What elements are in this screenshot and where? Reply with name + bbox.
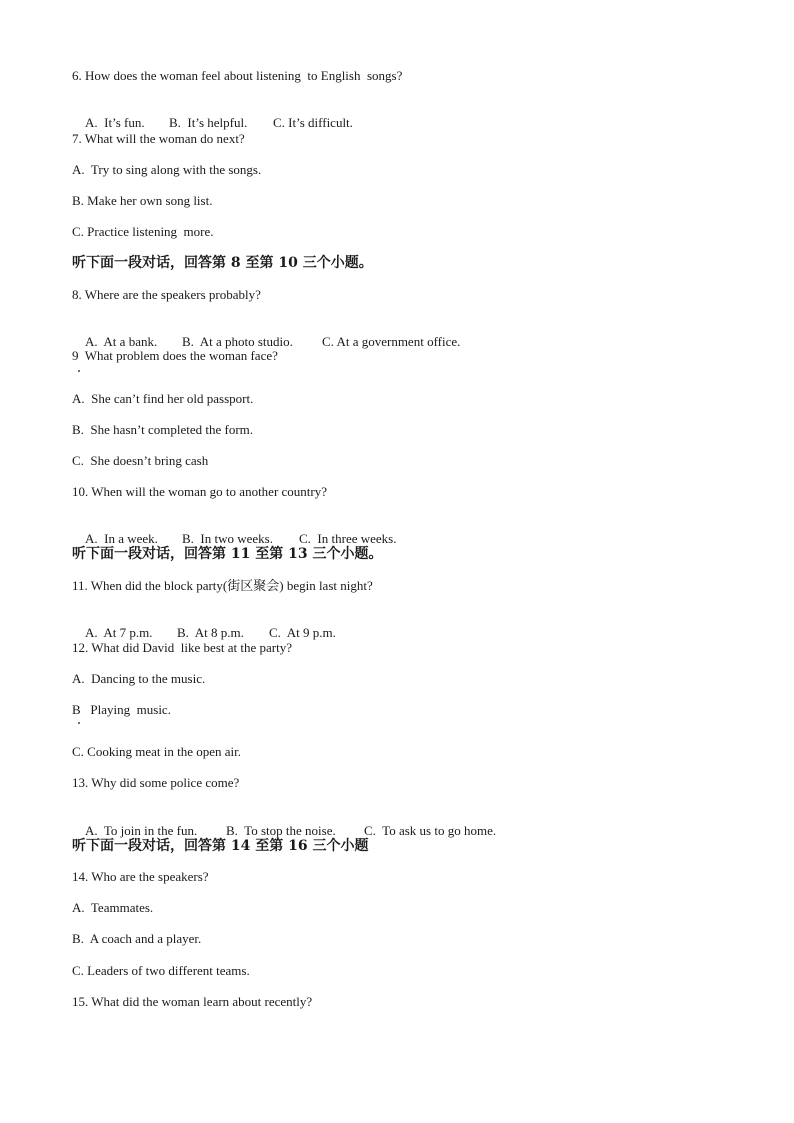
q6-option-c: C. It’s difficult. bbox=[273, 115, 353, 130]
q6-option-b: B. It’s helpful. bbox=[169, 115, 248, 130]
q14-stem: 14. Who are the speakers? bbox=[72, 869, 209, 884]
q10-option-c: C. In three weeks. bbox=[299, 531, 397, 546]
q14-option-a: A. Teammates. bbox=[72, 900, 154, 915]
stray-dot bbox=[78, 722, 80, 724]
q7-option-a: A. Try to sing along with the songs. bbox=[72, 162, 262, 177]
q12-option-a: A. Dancing to the music. bbox=[72, 671, 206, 686]
section-heading-2: 听下面一段对话，回答第 11 至第 13 三个小题。 bbox=[72, 546, 383, 562]
q12-option-c: C. Cooking meat in the open air. bbox=[72, 744, 241, 759]
q6-option-a: A. It’s fun. bbox=[85, 115, 145, 130]
q8-stem: 8. Where are the speakers probably? bbox=[72, 287, 261, 302]
q11-stem: 11. When did the block party(街区聚会) begin last night? bbox=[72, 578, 373, 593]
q13-stem: 13. Why did some police come? bbox=[72, 775, 240, 790]
q13-option-a: A. To join in the fun. bbox=[85, 823, 198, 838]
q6-stem: 6. How does the woman feel about listening to English songs? bbox=[72, 68, 403, 83]
q13-option-b: B. To stop the noise. bbox=[226, 823, 336, 838]
q12-stem: 12. What did David like best at the party? bbox=[72, 640, 292, 655]
q14-option-c: C. Leaders of two different teams. bbox=[72, 963, 250, 978]
q13-option-c: C. To ask us to go home. bbox=[364, 823, 497, 838]
section-heading-3: 听下面一段对话，回答第 14 至第 16 三个小题 bbox=[72, 838, 369, 854]
q15-stem: 15. What did the woman learn about recently? bbox=[72, 994, 313, 1009]
q9-stem: 9 What problem does the woman face? bbox=[72, 348, 278, 363]
q11-option-c: C. At 9 p.m. bbox=[269, 625, 336, 640]
section-heading-1: 听下面一段对话，回答第 8 至第 10 三个小题。 bbox=[72, 255, 373, 271]
q10-option-b: B. In two weeks. bbox=[182, 531, 273, 546]
q9-option-a: A. She can’t find her old passport. bbox=[72, 391, 254, 406]
q10-option-a: A. In a week. bbox=[85, 531, 158, 546]
q11-option-b: B. At 8 p.m. bbox=[177, 625, 244, 640]
q7-option-c: C. Practice listening more. bbox=[72, 224, 214, 239]
q10-stem: 10. When will the woman go to another country? bbox=[72, 484, 328, 499]
q7-option-b: B. Make her own song list. bbox=[72, 193, 213, 208]
q8-option-c: C. At a government office. bbox=[322, 334, 461, 349]
q11-option-a: A. At 7 p.m. bbox=[85, 625, 153, 640]
q8-option-a: A. At a bank. bbox=[85, 334, 158, 349]
q8-option-b: B. At a photo studio. bbox=[182, 334, 293, 349]
q9-option-b: B. She hasn’t completed the form. bbox=[72, 422, 254, 437]
q7-stem: 7. What will the woman do next? bbox=[72, 131, 245, 146]
q12-option-b: B Playing music. bbox=[72, 702, 171, 717]
q9-option-c: C. She doesn’t bring cash bbox=[72, 453, 209, 468]
q14-option-b: B. A coach and a player. bbox=[72, 931, 202, 946]
stray-dot bbox=[78, 370, 80, 372]
